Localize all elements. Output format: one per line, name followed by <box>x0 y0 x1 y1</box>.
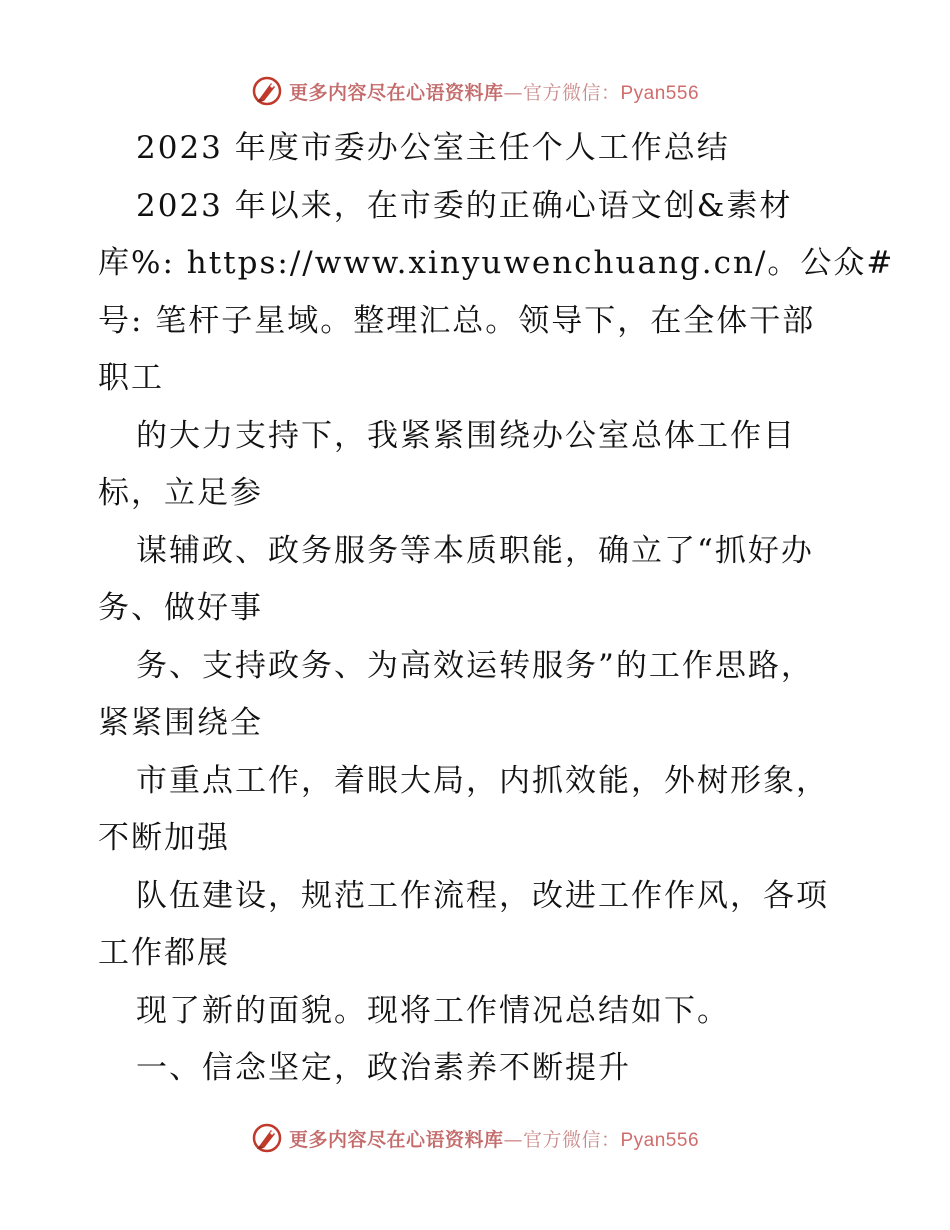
footer-watermark-banner <box>0 1118 950 1158</box>
paragraph-line: 的大力支持下，我紧紧围绕办公室总体工作目 <box>136 417 796 454</box>
footer-watermark-wechat-label: 官方微信： <box>522 1128 621 1151</box>
header-watermark-dash: — <box>503 81 523 104</box>
footer-watermark-wechat-handle: Pyan556 <box>620 1129 700 1151</box>
footer-watermark-text <box>289 1125 699 1152</box>
header-watermark-text <box>289 78 699 105</box>
paragraph-line: 市重点工作，着眼大局，内抓效能，外树形象， <box>136 762 829 799</box>
paragraph-line: 不断加强 <box>98 820 230 856</box>
document-title: 2023 年度市委办公室主任个人工作总结 <box>136 130 730 166</box>
paragraph-line: 号: 笔杆子星域。整理汇总。领导下，在全体干部 <box>98 302 816 339</box>
paragraph-line: 标，立足参 <box>98 475 263 511</box>
pen-nib-logo-icon <box>251 1122 283 1154</box>
header-watermark-banner <box>0 71 950 111</box>
paragraph-line: 工作都展 <box>98 935 230 971</box>
paragraph-line: 紧紧围绕全 <box>98 705 263 741</box>
footer-watermark-dash: — <box>503 1128 523 1151</box>
paragraph-line: 库%: https://www.xinyuwenchuang.cn/。公众# <box>98 245 895 281</box>
header-watermark-main: 更多内容尽在心语资料库 <box>288 81 504 104</box>
paragraph-line: 谋辅政、政务服务等本质职能，确立了“抓好办 <box>136 532 814 569</box>
document-body <box>98 120 895 1098</box>
paragraph-line: 现了新的面貌。现将工作情况总结如下。 <box>136 992 730 1029</box>
pen-nib-logo-icon <box>251 75 283 107</box>
paragraph-line: 队伍建设，规范工作流程，改进工作作风，各项 <box>136 877 829 914</box>
header-watermark-wechat-label: 官方微信： <box>522 81 621 104</box>
footer-watermark-main: 更多内容尽在心语资料库 <box>288 1128 504 1151</box>
paragraph-line: 务、支持政务、为高效运转服务”的工作思路， <box>136 647 814 684</box>
paragraph-line: 务、做好事 <box>98 590 263 626</box>
paragraph-line: 2023 年以来，在市委的正确心语文创&素材 <box>136 187 793 224</box>
paragraph-line: 一、信念坚定，政治素养不断提升 <box>136 1050 631 1086</box>
header-watermark-wechat-handle: Pyan556 <box>620 82 700 104</box>
paragraph-line: 职工 <box>98 360 164 396</box>
